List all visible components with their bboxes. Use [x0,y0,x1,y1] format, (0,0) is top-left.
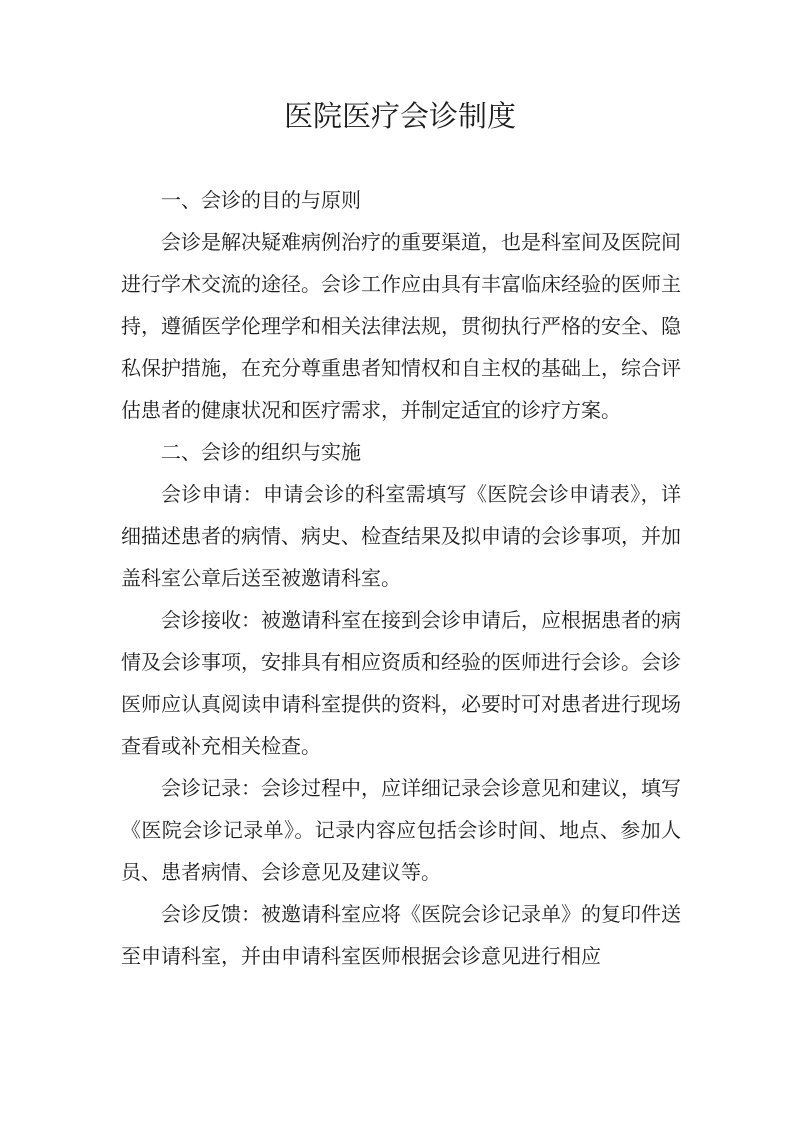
section-heading-organization: 二、会诊的组织与实施 [161,440,361,464]
section-heading-purpose: 一、会诊的目的与原则 [161,188,361,212]
paragraph-consultation-request: 会诊申请：申请会诊的科室需填写《医院会诊申请表》，详细描述患者的病情、病史、检查结果及拟申请的会诊事项，并加盖科室公章后送至被邀请科室。 [121,482,681,590]
document-title: 医院医疗会诊制度 [283,99,516,133]
document-body [121,179,681,977]
paragraph-purpose-principles: 会诊是解决疑难病例治疗的重要渠道，也是科室间及医院间进行学术交流的途径。会诊工作应由具有丰富临床经验的医师主持，遵循医学伦理学和相关法律法规，贯彻执行严格的安全、隐私保护措施，在充分尊重患者知情权和自主权的基础上，综合评估患者的健康状况和医疗需求，并制定适宜的诊疗方案。 [121,230,681,422]
paragraph-consultation-reception: 会诊接收：被邀请科室在接到会诊申请后，应根据患者的病情及会诊事项，安排具有相应资质和经验的医师进行会诊。会诊医师应认真阅读申请科室提供的资料，必要时可对患者进行现场查看或补充相关检查。 [121,608,681,758]
paragraph-consultation-record: 会诊记录：会诊过程中，应详细记录会诊意见和建议，填写《医院会诊记录单》。记录内容应包括会诊时间、地点、参加人员、患者病情、会诊意见及建议等。 [121,776,681,884]
paragraph-consultation-feedback: 会诊反馈：被邀请科室应将《医院会诊记录单》的复印件送至申请科室，并由申请科室医师根据会诊意见进行相应 [121,902,681,968]
